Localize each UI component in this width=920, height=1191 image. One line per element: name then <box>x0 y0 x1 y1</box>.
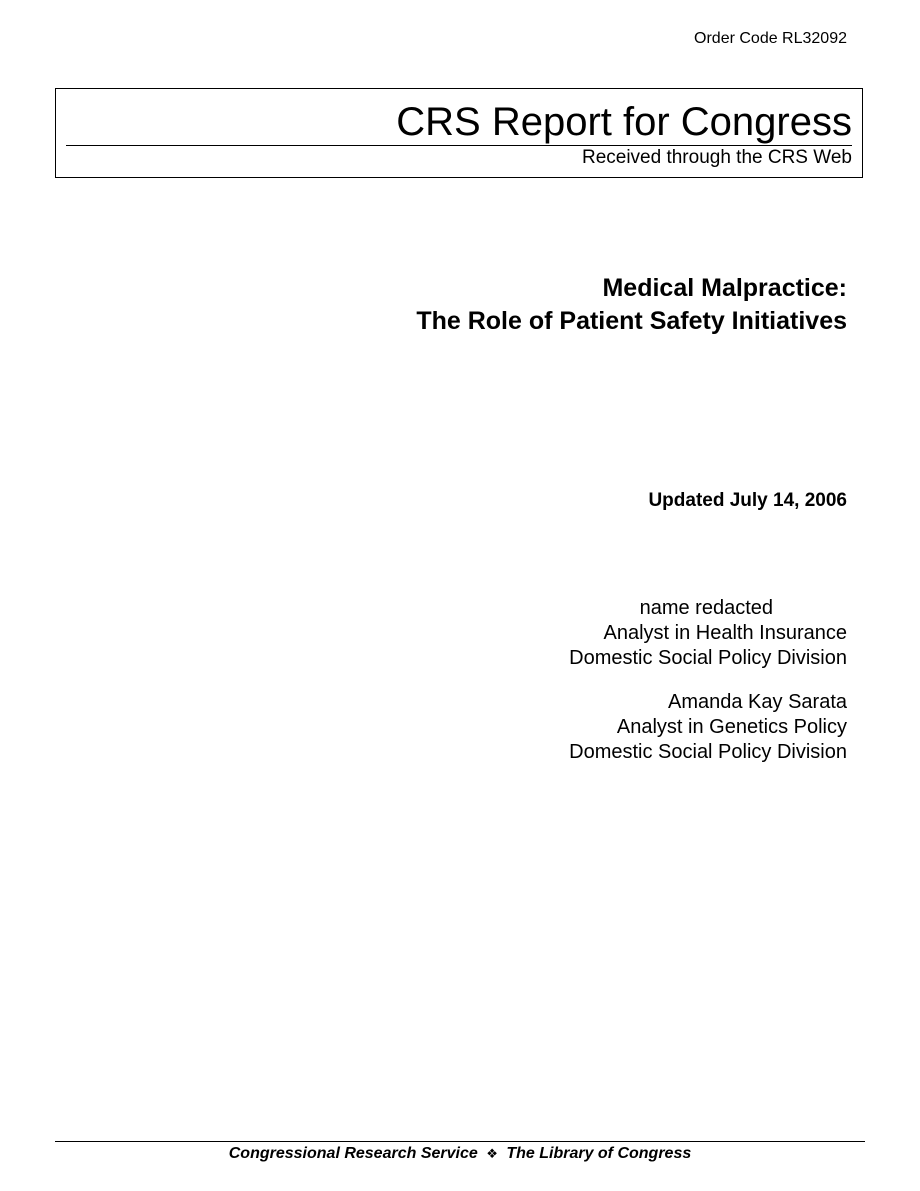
footer-divider <box>55 1141 865 1142</box>
author-title: Analyst in Health Insurance <box>603 622 847 644</box>
report-title <box>416 272 847 338</box>
report-title-line-1: Medical Malpractice: <box>602 274 847 302</box>
footer-library: The Library of Congress <box>506 1145 692 1162</box>
header-subtitle: Received through the CRS Web <box>581 147 852 168</box>
author-name: name redacted <box>639 597 773 619</box>
author-block-2 <box>569 690 847 765</box>
author-division: Domestic Social Policy Division <box>569 741 847 763</box>
report-title-line-2: The Role of Patient Safety Initiatives <box>416 307 847 335</box>
author-name: Amanda Kay Sarata <box>668 691 847 713</box>
author-title: Analyst in Genetics Policy <box>616 716 847 738</box>
footer <box>0 1145 920 1164</box>
footer-publisher: Congressional Research Service <box>228 1145 478 1162</box>
updated-date: Updated July 14, 2006 <box>648 490 847 511</box>
header-title: CRS Report for Congress <box>396 100 852 144</box>
author-block-1 <box>569 596 847 671</box>
header-divider <box>66 145 852 146</box>
four-diamond-ornament-icon: ❖ <box>486 1147 498 1162</box>
report-header-box <box>55 88 863 178</box>
author-division: Domestic Social Policy Division <box>569 647 847 669</box>
order-code: Order Code RL32092 <box>694 30 847 47</box>
